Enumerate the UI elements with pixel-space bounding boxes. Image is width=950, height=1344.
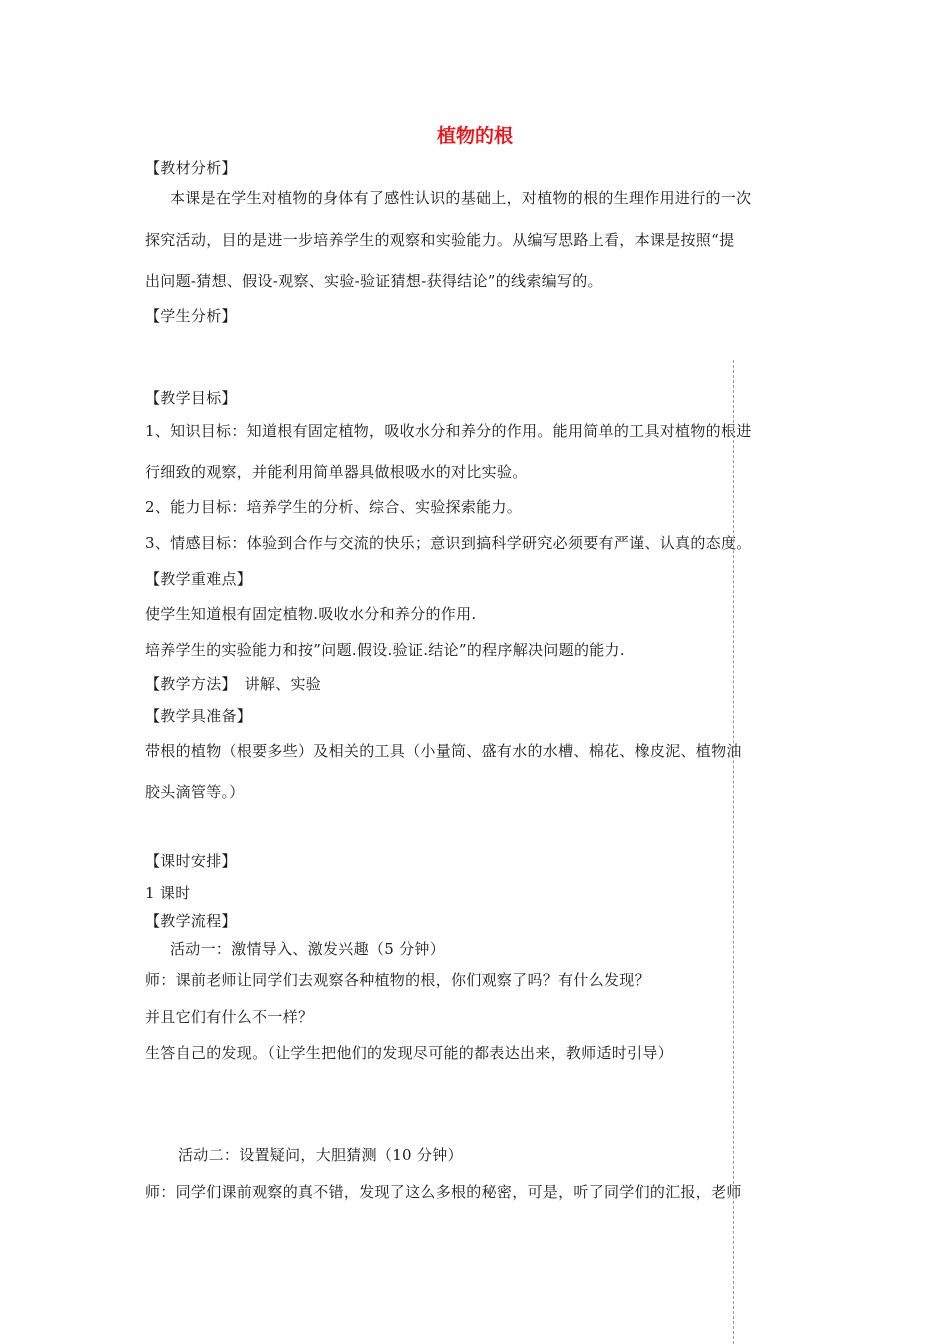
paragraph-line: 探究活动，目的是进一步培养学生的观察和实验能力。从编写思路上看，本课是按照“提 — [145, 231, 735, 249]
section-heading-schedule: 【课时安排】 — [145, 852, 237, 870]
activity-heading: 活动一：激情导入、激发兴趣（5 分钟） — [170, 940, 446, 958]
paragraph-line: 1、知识目标：知道根有固定植物，吸收水分和养分的作用。能用简单的工具对植物的根进 — [145, 422, 752, 440]
paragraph-line: 3、情感目标：体验到合作与交流的快乐；意识到搞科学研究必须要有严谨、认真的态度。 — [145, 534, 752, 552]
paragraph-line: 胶头滴管等。） — [145, 783, 245, 801]
paragraph-line: 2、能力目标：培养学生的分析、综合、实验探索能力。 — [145, 498, 523, 516]
activity-heading: 活动二：设置疑问，大胆猜测（10 分钟） — [178, 1146, 463, 1164]
paragraph-line: 师：课前老师让同学们去观察各种植物的根，你们观察了吗？有什么发现？ — [145, 971, 650, 989]
section-heading-key-points: 【教学重难点】 — [145, 570, 253, 588]
section-heading-teaching-process: 【教学流程】 — [145, 912, 237, 930]
section-heading-teaching-goals: 【教学目标】 — [145, 389, 237, 407]
paragraph-line: 出问题-猜想、假设-观察、实验-验证猜想-获得结论”的线索编写的。 — [145, 272, 603, 290]
paragraph-line: 并且它们有什么不一样？ — [145, 1008, 314, 1026]
paragraph-line: 师：同学们课前观察的真不错，发现了这么多根的秘密，可是，听了同学们的汇报，老师 — [145, 1183, 742, 1201]
section-heading-teaching-methods: 【教学方法】 讲解、实验 — [145, 675, 322, 693]
document-title: 植物的根 — [436, 125, 513, 147]
section-heading-textbook-analysis: 【教材分析】 — [145, 159, 237, 177]
paragraph-line: 本课是在学生对植物的身体有了感性认识的基础上，对植物的根的生理作用进行的一次 — [170, 189, 752, 207]
paragraph-line: 带根的植物（根要多些）及相关的工具（小量筒、盛有水的水槽、棉花、橡皮泥、植物油 — [145, 742, 742, 760]
paragraph-line: 行细致的观察，并能利用简单器具做根吸水的对比实验。 — [145, 463, 528, 481]
section-heading-materials: 【教学具准备】 — [145, 707, 253, 725]
paragraph-line: 使学生知道根有固定植物.吸收水分和养分的作用. — [145, 605, 477, 623]
section-heading-student-analysis: 【学生分析】 — [145, 307, 237, 325]
paragraph-line: 1 课时 — [145, 884, 191, 902]
paragraph-line: 培养学生的实验能力和按”问题.假设.验证.结论”的程序解决问题的能力. — [145, 641, 625, 659]
paragraph-line: 生答自己的发现。（让学生把他们的发现尽可能的都表达出来，教师适时引导） — [145, 1044, 674, 1062]
dashed-margin-line — [733, 360, 734, 1344]
